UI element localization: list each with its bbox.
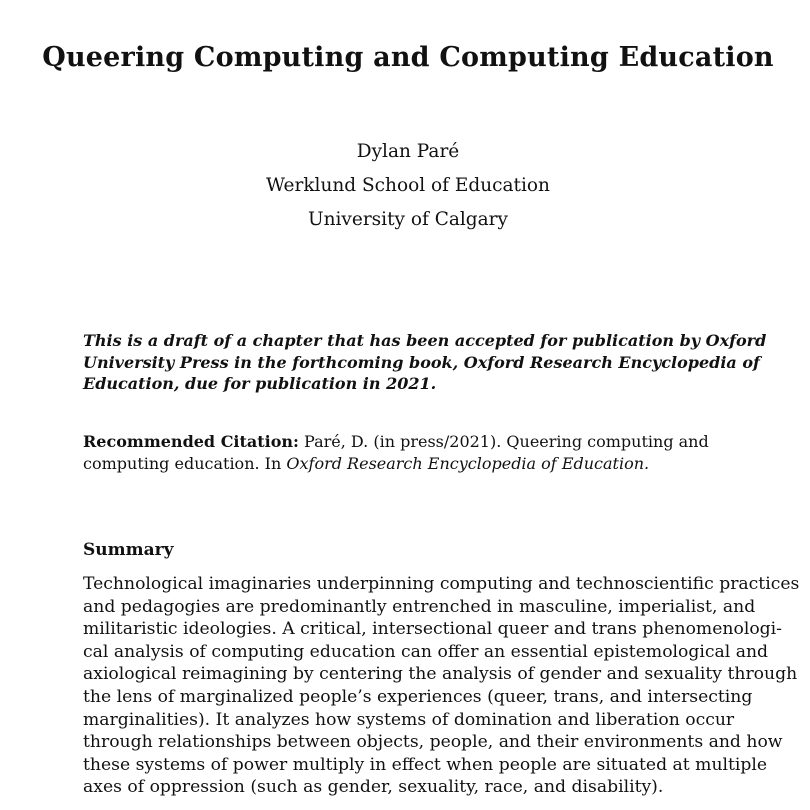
publication-note — [83, 330, 767, 395]
summary-line: axes of oppression (such as gender, sexuality, race, and disability). — [83, 777, 664, 798]
affiliation-school: Werklund School of Education — [266, 175, 550, 196]
summary-line: cal analysis of computing education can offer an essential epistemological and — [83, 641, 769, 662]
citation-text-line2: computing education. In — [83, 453, 287, 473]
summary-line: Technological imaginaries underpinning computing and technoscientific practices — [83, 574, 800, 594]
summary-line: militaristic ideologies. A critical, intersectional queer and trans phenomenologi- — [83, 619, 782, 640]
summary-line: through relationships between objects, people, and their environments and how — [83, 732, 783, 753]
summary-line: axiological reimagining by centering the analysis of gender and sexuality through — [83, 664, 798, 685]
summary-line: these systems of power multiply in effect when people are situated at multiple — [83, 754, 768, 775]
recommended-citation — [83, 431, 733, 474]
summary-line: marginalities). It analyzes how systems of domination and liberation occur — [83, 709, 735, 730]
paper-title: Queering Computing and Computing Education — [42, 42, 774, 73]
publication-note-line: This is a draft of a chapter that has been accepted for publication by Oxford — [83, 331, 767, 350]
summary-line: the lens of marginalized people’s experiences (queer, trans, and intersecting — [83, 686, 753, 707]
publication-note-line: Education, due for publication in 2021. — [83, 374, 437, 393]
citation-text-line1: Paré, D. (in press/2021). Queering computing and — [304, 432, 709, 451]
summary-heading: Summary — [83, 540, 174, 560]
citation-source-title: Oxford Research Encyclopedia of Education. — [286, 453, 650, 473]
affiliation-university: University of Calgary — [308, 209, 508, 230]
author-block — [0, 140, 810, 242]
summary-body — [83, 573, 800, 799]
summary-line: and pedagogies are predominantly entrenched in masculine, imperialist, and — [83, 596, 756, 617]
citation-label: Recommended Citation: — [83, 432, 299, 451]
author-name: Dylan Paré — [356, 141, 460, 162]
publication-note-line: University Press in the forthcoming book, Oxford Research Encyclopedia of — [83, 352, 760, 372]
